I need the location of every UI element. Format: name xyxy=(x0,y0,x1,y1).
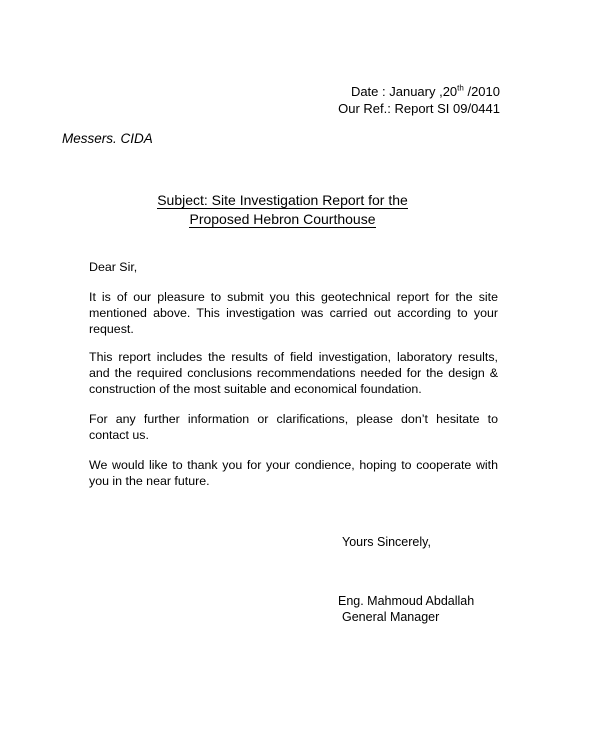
date-line xyxy=(330,83,500,100)
subject-heading xyxy=(100,191,465,229)
paragraph-1: It is of our pleasure to submit you this geotechnical report for the site mentioned above. This investigation was carried out according to your request. xyxy=(89,290,498,336)
closing: Yours Sincerely, xyxy=(342,535,431,549)
paragraph-2: This report includes the results of field investigation, laboratory results, and the required conclusions recommendations needed for the design & construction of the most suitable and economical foundation. xyxy=(89,350,498,396)
signatory-title: General Manager xyxy=(342,610,440,624)
addressee: Messers. CIDA xyxy=(62,131,153,146)
reference-line: Our Ref.: Report SI 09/0441 xyxy=(338,101,500,116)
date-suffix: /2010 xyxy=(463,84,500,99)
date-reference-block xyxy=(330,83,500,117)
subject-line-2: Proposed Hebron Courthouse xyxy=(189,211,376,227)
paragraph-3: For any further information or clarifications, please don’t hesitate to contact us. xyxy=(89,412,498,442)
date-ordinal: th xyxy=(457,83,464,93)
signatory-name: Eng. Mahmoud Abdallah xyxy=(338,594,475,608)
salutation: Dear Sir, xyxy=(89,260,138,274)
date-prefix: Date : January ,20 xyxy=(350,84,458,99)
subject-line-1: Subject: Site Investigation Report for the xyxy=(157,192,408,208)
paragraph-4: We would like to thank you for your condience, hoping to cooperate with you in the near future. xyxy=(89,458,498,488)
